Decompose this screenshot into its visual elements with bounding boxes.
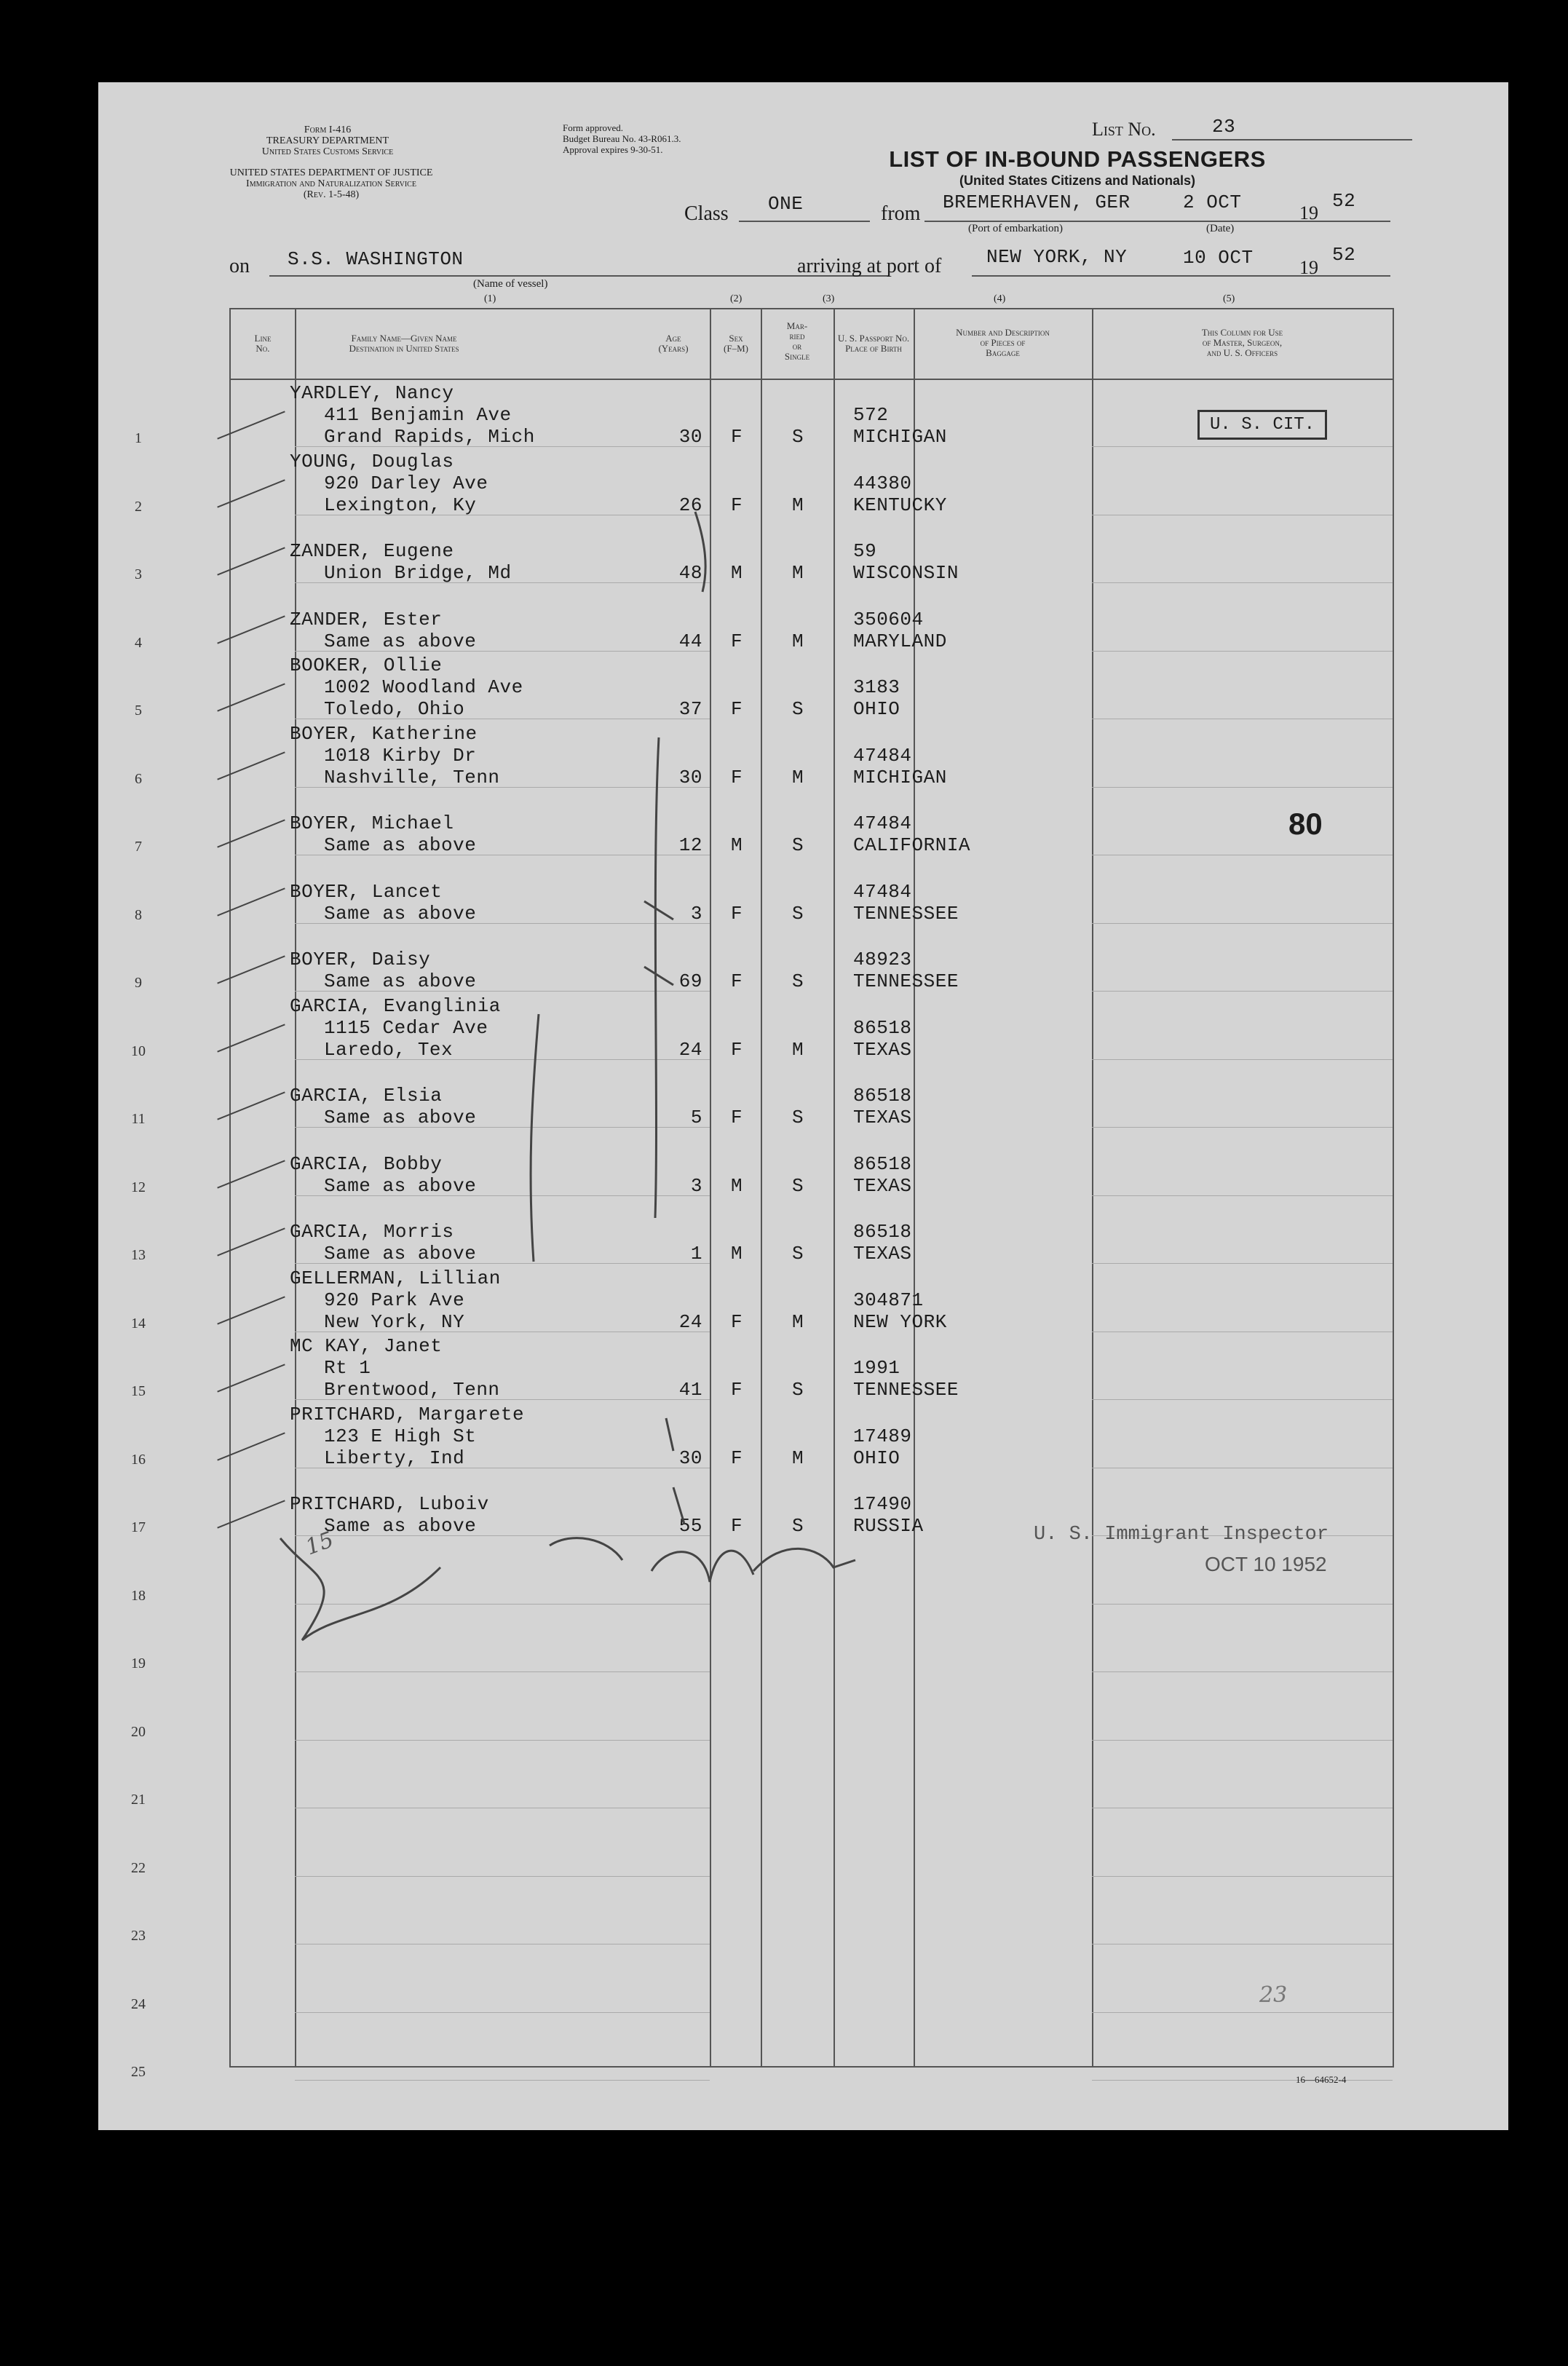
list-no-value: 23 xyxy=(1212,116,1236,138)
age-value: 5 xyxy=(690,1107,702,1128)
age-value: 55 xyxy=(678,1515,702,1537)
place-of-birth: OHIO xyxy=(853,1447,900,1469)
place-of-birth: TEXAS xyxy=(853,1107,912,1128)
destination-line: Same as above xyxy=(324,1515,477,1537)
passenger-name: BOYER, Daisy xyxy=(290,949,431,970)
vessel-name: S.S. WASHINGTON xyxy=(288,248,464,270)
header-text: of Pieces of xyxy=(980,337,1026,348)
age-value: 26 xyxy=(678,494,702,516)
passenger-name: GARCIA, Elsia xyxy=(290,1085,443,1107)
line-number: 20 xyxy=(131,1723,146,1740)
passport-number: 86518 xyxy=(853,1221,912,1243)
passenger-name: GARCIA, Evanglinia xyxy=(290,994,501,1017)
line-number: 3 xyxy=(135,566,142,582)
line-number: 17 xyxy=(131,1519,146,1535)
on-label: on xyxy=(229,255,250,277)
age-value: 1 xyxy=(690,1243,702,1265)
passport-number: 17489 xyxy=(853,1425,912,1447)
passenger-name: ZANDER, Ester xyxy=(290,608,443,630)
age-value: 30 xyxy=(678,766,702,788)
line-number: 9 xyxy=(135,975,142,991)
line-number: 19 xyxy=(131,1655,146,1671)
destination-line: Lexington, Ky xyxy=(324,494,477,516)
place-of-birth: TENNESSEE xyxy=(853,1379,959,1401)
sex-value: F xyxy=(730,902,743,925)
sex-value: M xyxy=(730,1174,743,1197)
marital-status: S xyxy=(791,834,804,856)
destination-line: Same as above xyxy=(324,1107,477,1128)
inspector-stamp: U. S. Immigrant Inspector xyxy=(1034,1524,1329,1546)
line-number: 5 xyxy=(135,703,142,719)
approval-line: Budget Bureau No. 43-R061.3. xyxy=(563,133,681,144)
approval-line: Form approved. xyxy=(563,122,624,133)
sex-value: M xyxy=(730,562,743,584)
age-value: 24 xyxy=(678,1310,702,1333)
embarkation-port: BREMERHAVEN, GER xyxy=(943,191,1131,213)
place-of-birth: MICHIGAN xyxy=(853,426,947,448)
header-text: ried xyxy=(789,331,805,341)
footer-code: 16—64652-4 xyxy=(1296,2074,1347,2085)
age-value: 3 xyxy=(690,1174,702,1197)
header-text: Place of Birth xyxy=(845,343,902,354)
marital-status: S xyxy=(791,1107,804,1128)
col-num-2: (2) xyxy=(730,293,743,304)
revision: (Rev. 1-5-48) xyxy=(303,189,360,200)
destination-line: Same as above xyxy=(324,902,477,925)
sex-value: F xyxy=(730,1447,743,1469)
age-value: 3 xyxy=(690,902,702,925)
marital-status: M xyxy=(791,494,804,516)
destination-line: Union Bridge, Md xyxy=(324,562,512,584)
marital-status: S xyxy=(791,1243,804,1265)
sex-value: M xyxy=(730,1243,743,1265)
place-of-birth: WISCONSIN xyxy=(853,562,959,584)
arrival-date: 10 OCT xyxy=(1183,247,1254,269)
marital-status: S xyxy=(791,698,804,720)
destination-line: 1002 Woodland Ave xyxy=(324,676,523,698)
destination-line: Same as above xyxy=(324,1243,477,1265)
line-number: 12 xyxy=(131,1179,146,1195)
passenger-name: YOUNG, Douglas xyxy=(290,450,454,472)
line-number: 21 xyxy=(131,1792,146,1808)
header-text: (Years) xyxy=(658,343,689,354)
header-text: and U. S. Officers xyxy=(1206,347,1278,358)
sex-value: F xyxy=(730,1310,743,1333)
embark-caption: (Port of embarkation) xyxy=(968,223,1063,234)
marital-status: M xyxy=(791,1310,804,1333)
embarkation-year: 52 xyxy=(1332,190,1356,212)
age-value: 48 xyxy=(678,562,702,584)
inspector-signature xyxy=(652,1551,753,1582)
sex-value: F xyxy=(730,1515,743,1537)
age-value: 30 xyxy=(678,426,702,448)
from-label: from xyxy=(881,202,921,225)
line-number: 24 xyxy=(131,1995,146,2012)
marital-status: S xyxy=(791,902,804,925)
passenger-name: BOYER, Michael xyxy=(290,812,454,834)
place-of-birth: TEXAS xyxy=(853,1243,912,1265)
justice-dept: UNITED STATES DEPARTMENT OF JUSTICE xyxy=(229,167,433,178)
sex-value: F xyxy=(730,494,743,516)
check-mark xyxy=(695,512,705,592)
form-number: Form I-416 xyxy=(304,124,352,135)
corner-note: 23 xyxy=(1259,1982,1288,2008)
place-of-birth: CALIFORNIA xyxy=(853,834,971,856)
line-number: 22 xyxy=(131,1859,146,1876)
line-number: 8 xyxy=(135,906,142,923)
header-text: This Column for Use xyxy=(1201,327,1283,338)
header-text: Number and Description xyxy=(956,327,1050,338)
header-text: Sex xyxy=(729,333,743,344)
age-value: 41 xyxy=(678,1379,702,1401)
passport-number: 350604 xyxy=(853,608,924,630)
line-number: 1 xyxy=(135,430,142,446)
line-number: 25 xyxy=(131,2064,146,2080)
place-of-birth: NEW YORK xyxy=(853,1310,947,1333)
sex-value: F xyxy=(730,1107,743,1128)
place-of-birth: OHIO xyxy=(853,698,900,720)
place-of-birth: MICHIGAN xyxy=(853,766,947,788)
marital-status: S xyxy=(791,1174,804,1197)
age-value: 30 xyxy=(678,1447,702,1469)
check-mark xyxy=(666,1418,673,1451)
list-no-label: List No. xyxy=(1092,119,1156,140)
line-number: 6 xyxy=(135,770,142,787)
manifest-sheet xyxy=(98,82,1508,2130)
age-value: 12 xyxy=(678,834,702,856)
sex-value: F xyxy=(730,970,743,992)
marital-status: S xyxy=(791,970,804,992)
col-num-5: (5) xyxy=(1223,293,1235,304)
header-text: U. S. Passport No. xyxy=(837,333,910,344)
destination-line: Toledo, Ohio xyxy=(324,698,465,720)
header-text: Family Name—Given Name xyxy=(351,333,457,344)
class-value: ONE xyxy=(768,193,804,215)
vessel-caption: (Name of vessel) xyxy=(473,278,548,290)
destination-line: Same as above xyxy=(324,970,477,992)
date-caption: (Date) xyxy=(1206,223,1235,234)
embark-year-prefix: 19 xyxy=(1299,202,1318,223)
treasury-dept: TREASURY DEPARTMENT xyxy=(266,135,389,146)
header-text: No. xyxy=(256,343,270,354)
class-label: Class xyxy=(684,202,729,225)
marital-status: S xyxy=(791,1379,804,1401)
header-text: Line xyxy=(254,333,272,344)
passport-number: 48923 xyxy=(853,949,912,970)
passport-number: 304871 xyxy=(853,1289,924,1311)
destination-line: Same as above xyxy=(324,630,477,652)
arrival-year-prefix: 19 xyxy=(1299,257,1318,278)
place-of-birth: TENNESSEE xyxy=(853,970,959,992)
marital-status: S xyxy=(791,1515,804,1537)
age-value: 37 xyxy=(678,698,702,720)
destination-line: 920 Darley Ave xyxy=(324,472,488,494)
passenger-name: GARCIA, Bobby xyxy=(290,1152,443,1175)
passport-number: 86518 xyxy=(853,1016,912,1039)
passport-number: 3183 xyxy=(853,676,900,698)
passport-number: 1991 xyxy=(853,1357,900,1379)
passenger-name: GELLERMAN, Lillian xyxy=(290,1267,501,1289)
sex-value: F xyxy=(730,766,743,788)
destination-line: Brentwood, Tenn xyxy=(324,1379,500,1401)
passenger-name: YARDLEY, Nancy xyxy=(290,382,454,404)
header-text: (F–M) xyxy=(724,343,748,354)
passport-number: 86518 xyxy=(853,1152,912,1175)
embarkation-date: 2 OCT xyxy=(1183,191,1242,213)
col-num-4: (4) xyxy=(994,293,1006,304)
passport-number: 59 xyxy=(853,540,877,562)
passenger-name: GARCIA, Morris xyxy=(290,1221,454,1243)
ins-service: Immigration and Naturalization Service xyxy=(246,178,416,189)
page-title: LIST OF IN-BOUND PASSENGERS xyxy=(889,146,1266,172)
line-number: 10 xyxy=(131,1042,146,1059)
passport-number: 47484 xyxy=(853,880,912,903)
header-text: Single xyxy=(784,351,810,362)
age-value: 44 xyxy=(678,630,702,652)
arrival-port: NEW YORK, NY xyxy=(986,246,1128,268)
place-of-birth: TEXAS xyxy=(853,1174,912,1197)
inspector-signature xyxy=(550,1538,622,1560)
passport-number: 572 xyxy=(853,404,889,426)
place-of-birth: TEXAS xyxy=(853,1038,912,1061)
header-text: Mar- xyxy=(786,320,808,331)
arriving-label: arriving at port of xyxy=(797,255,942,277)
place-of-birth: MARYLAND xyxy=(853,630,947,652)
line-number: 2 xyxy=(135,498,142,515)
destination-line: 1115 Cedar Ave xyxy=(324,1016,488,1039)
line-number: 11 xyxy=(131,1111,146,1127)
destination-line: Nashville, Tenn xyxy=(324,766,500,788)
marital-status: M xyxy=(791,630,804,652)
line-number: 4 xyxy=(135,634,142,651)
header-text: of Master, Surgeon, xyxy=(1202,337,1283,348)
destination-line: 411 Benjamin Ave xyxy=(324,404,512,426)
age-value: 69 xyxy=(678,970,702,992)
marital-status: S xyxy=(791,426,804,448)
destination-line: Grand Rapids, Mich xyxy=(324,426,535,448)
line-number: 7 xyxy=(135,839,142,855)
destination-line: Rt 1 xyxy=(324,1357,371,1379)
marital-status: M xyxy=(791,1447,804,1469)
place-of-birth: RUSSIA xyxy=(853,1515,924,1537)
us-citizen-stamp: U. S. CIT. xyxy=(1197,410,1327,440)
destination-line: Same as above xyxy=(324,834,477,856)
header-text: Age xyxy=(665,333,681,344)
sex-value: M xyxy=(730,834,743,856)
passenger-name: BOYER, Lancet xyxy=(290,880,443,903)
line-number: 14 xyxy=(131,1315,146,1332)
passenger-name: MC KAY, Janet xyxy=(290,1335,443,1357)
sex-value: F xyxy=(730,1038,743,1061)
marital-status: M xyxy=(791,1038,804,1061)
destination-line: Same as above xyxy=(324,1174,477,1197)
header-text: Destination in United States xyxy=(349,343,459,354)
handwriting-marks xyxy=(98,82,1508,2130)
check-mark xyxy=(673,1487,684,1524)
arrival-year: 52 xyxy=(1332,244,1356,266)
passenger-name: BOYER, Katherine xyxy=(290,722,478,745)
margin-scribble xyxy=(280,1538,440,1640)
margin-note: 15 xyxy=(302,1527,338,1561)
header-text: or xyxy=(792,341,802,352)
passport-number: 47484 xyxy=(853,744,912,767)
passport-number: 44380 xyxy=(853,472,912,494)
check-line xyxy=(655,737,659,1218)
passenger-name: PRITCHARD, Luboiv xyxy=(290,1493,489,1515)
passenger-name: PRITCHARD, Margarete xyxy=(290,1403,525,1425)
sex-value: F xyxy=(730,698,743,720)
inspector-signature xyxy=(753,1548,855,1571)
check-mark xyxy=(644,967,673,985)
line-number: 15 xyxy=(131,1383,146,1399)
passport-number: 17490 xyxy=(853,1493,912,1515)
age-value: 24 xyxy=(678,1038,702,1061)
passport-number: 86518 xyxy=(853,1085,912,1107)
destination-line: 123 E High St xyxy=(324,1425,477,1447)
col-num-3: (3) xyxy=(823,293,835,304)
destination-line: Liberty, Ind xyxy=(324,1447,465,1469)
page-number: 80 xyxy=(1288,807,1323,841)
sex-value: F xyxy=(730,1379,743,1401)
destination-line: Laredo, Tex xyxy=(324,1038,454,1061)
marital-status: M xyxy=(791,562,804,584)
passenger-name: ZANDER, Eugene xyxy=(290,540,454,562)
line-number: 18 xyxy=(131,1587,146,1604)
destination-line: 920 Park Ave xyxy=(324,1289,465,1311)
col-num-1: (1) xyxy=(484,293,496,304)
place-of-birth: KENTUCKY xyxy=(853,494,947,516)
sex-value: F xyxy=(730,426,743,448)
header-text: Baggage xyxy=(986,347,1020,358)
marital-status: M xyxy=(791,766,804,788)
approval-line: Approval expires 9-30-51. xyxy=(563,144,663,155)
passport-number: 47484 xyxy=(853,812,912,834)
customs-service: United States Customs Service xyxy=(261,146,394,157)
sex-value: F xyxy=(730,630,743,652)
bracket-mark xyxy=(531,1014,539,1262)
destination-line: 1018 Kirby Dr xyxy=(324,744,477,767)
destination-line: New York, NY xyxy=(324,1310,465,1333)
line-number: 13 xyxy=(131,1247,146,1263)
line-number: 16 xyxy=(131,1451,146,1468)
passenger-name: BOOKER, Ollie xyxy=(290,654,443,676)
inspector-date: OCT 10 1952 xyxy=(1205,1553,1327,1575)
check-mark xyxy=(644,901,673,919)
line-number: 23 xyxy=(131,1928,146,1944)
place-of-birth: TENNESSEE xyxy=(853,902,959,925)
page-subtitle: (United States Citizens and Nationals) xyxy=(959,173,1196,188)
